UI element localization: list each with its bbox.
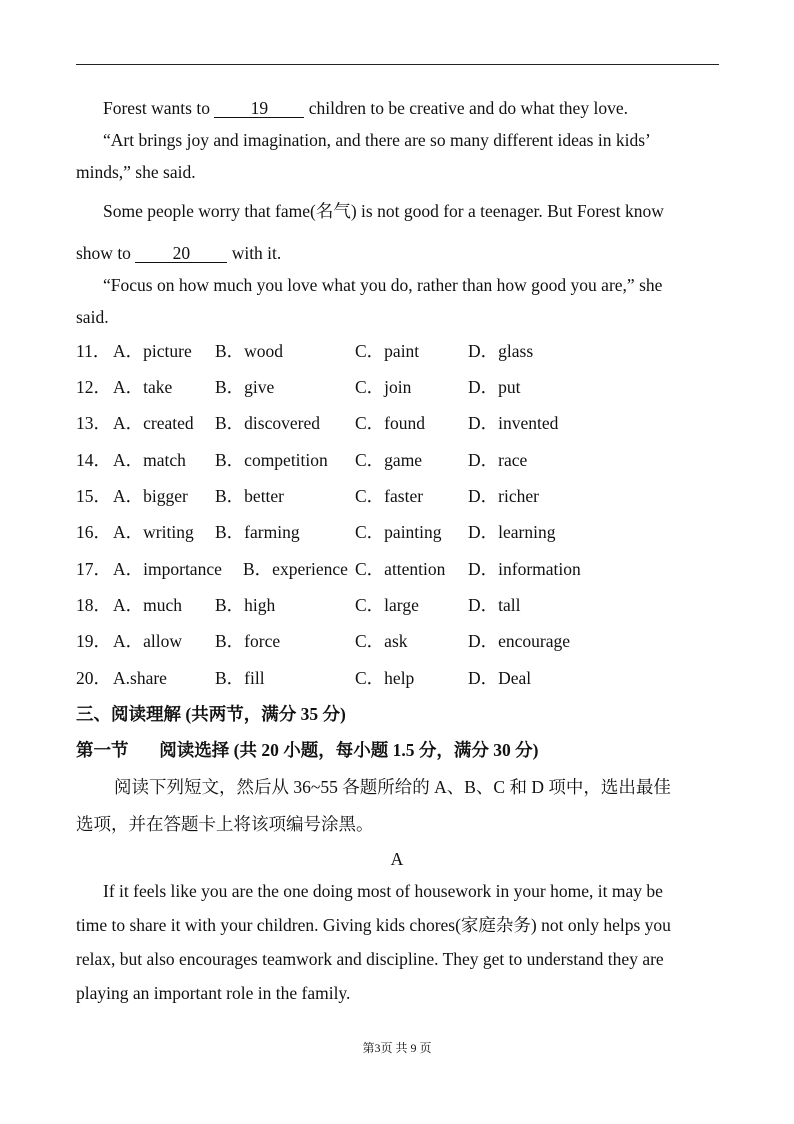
cloze-line-p4a: “Focus on how much you love what you do, rather than how good you are,” she — [103, 275, 663, 295]
option-a: A．take — [113, 377, 173, 397]
option-a: A．picture — [113, 341, 192, 361]
header-rule — [76, 64, 719, 65]
text: with it. — [231, 243, 282, 263]
question-number: 12． — [76, 377, 111, 397]
option-b: B．force — [215, 631, 281, 651]
option-c: C．attention — [355, 559, 446, 579]
instruction-line: 阅读下列短文，然后从 36~55 各题所给的 A、B、C 和 D 项中，选出最佳 — [114, 777, 671, 797]
option-d: D．put — [468, 377, 521, 397]
answer-blank-19: 19 — [214, 99, 304, 118]
option-d: D．information — [468, 559, 581, 579]
passage-line: relax, but also encourages teamwork and discipline. They get to understand they are — [76, 949, 664, 969]
part-title: 阅读选择 (共 20 小题，每小题 1.5 分，满分 30 分) — [159, 740, 539, 760]
option-c: C．paint — [355, 341, 420, 361]
question-number: 11． — [76, 341, 111, 361]
option-c: C．ask — [355, 631, 408, 651]
option-c: C．found — [355, 413, 425, 433]
cloze-line-p2b: minds,” she said. — [76, 162, 196, 182]
option-d: D．richer — [468, 486, 539, 506]
cloze-line-p2a: “Art brings joy and imagination, and there are so many different ideas in kids’ — [103, 130, 651, 150]
text: show to — [76, 243, 131, 263]
option-b: B．wood — [215, 341, 284, 361]
text: children to be creative and do what they love. — [308, 98, 628, 118]
option-a: A.share — [113, 668, 167, 688]
section-heading: 三、阅读理解 (共两节，满分 35 分) — [76, 704, 346, 724]
option-d: D．race — [468, 450, 528, 470]
cloze-line-p4b: said. — [76, 307, 109, 327]
option-b: B．better — [215, 486, 285, 506]
passage-line: playing an important role in the family. — [76, 983, 351, 1003]
option-d: D．glass — [468, 341, 534, 361]
option-a: A．bigger — [113, 486, 188, 506]
option-c: C．painting — [355, 522, 442, 542]
part-label: 第一节 — [76, 740, 129, 760]
option-a: A．writing — [113, 522, 194, 542]
option-b: B．discovered — [215, 413, 320, 433]
question-number: 14． — [76, 450, 111, 470]
option-b: B．fill — [215, 668, 265, 688]
option-a: A．importance — [113, 559, 222, 579]
option-c: C．faster — [355, 486, 424, 506]
option-b: B．high — [215, 595, 276, 615]
question-number: 19． — [76, 631, 111, 651]
option-d: D．invented — [468, 413, 559, 433]
question-number: 17． — [76, 559, 111, 579]
question-number: 13． — [76, 413, 111, 433]
passage-line: If it feels like you are the one doing most of housework in your home, it may be — [103, 881, 663, 901]
cloze-line-p3b — [76, 242, 281, 264]
page-footer: 第3页 共 9 页 — [362, 1041, 432, 1055]
question-number: 16． — [76, 522, 111, 542]
part-heading — [76, 739, 538, 761]
option-b: B．competition — [215, 450, 328, 470]
cloze-line-p1 — [103, 97, 628, 119]
option-a: A．much — [113, 595, 183, 615]
option-c: C．game — [355, 450, 423, 470]
question-number: 18． — [76, 595, 111, 615]
question-number: 15． — [76, 486, 111, 506]
option-a: A．created — [113, 413, 194, 433]
option-d: D．Deal — [468, 668, 532, 688]
option-b: B．farming — [215, 522, 300, 542]
option-a: A．match — [113, 450, 186, 470]
option-c: C．join — [355, 377, 412, 397]
option-b: B．experience — [243, 559, 348, 579]
question-number: 20． — [76, 668, 111, 688]
instruction-line: 选项，并在答题卡上将该项编号涂黑。 — [76, 814, 374, 834]
answer-blank-20: 20 — [135, 244, 227, 263]
option-d: D．learning — [468, 522, 556, 542]
option-d: D．encourage — [468, 631, 571, 651]
text: Forest wants to — [103, 98, 210, 118]
option-a: A．allow — [113, 631, 183, 651]
passage-title: A — [390, 849, 404, 869]
option-d: D．tall — [468, 595, 521, 615]
option-c: C．large — [355, 595, 419, 615]
cloze-line-p3a: Some people worry that fame(名气) is not good for a teenager. But Forest know — [103, 201, 664, 221]
passage-line: time to share it with your children. Giving kids chores(家庭杂务) not only helps you — [76, 915, 671, 935]
option-b: B．give — [215, 377, 275, 397]
option-c: C．help — [355, 668, 415, 688]
